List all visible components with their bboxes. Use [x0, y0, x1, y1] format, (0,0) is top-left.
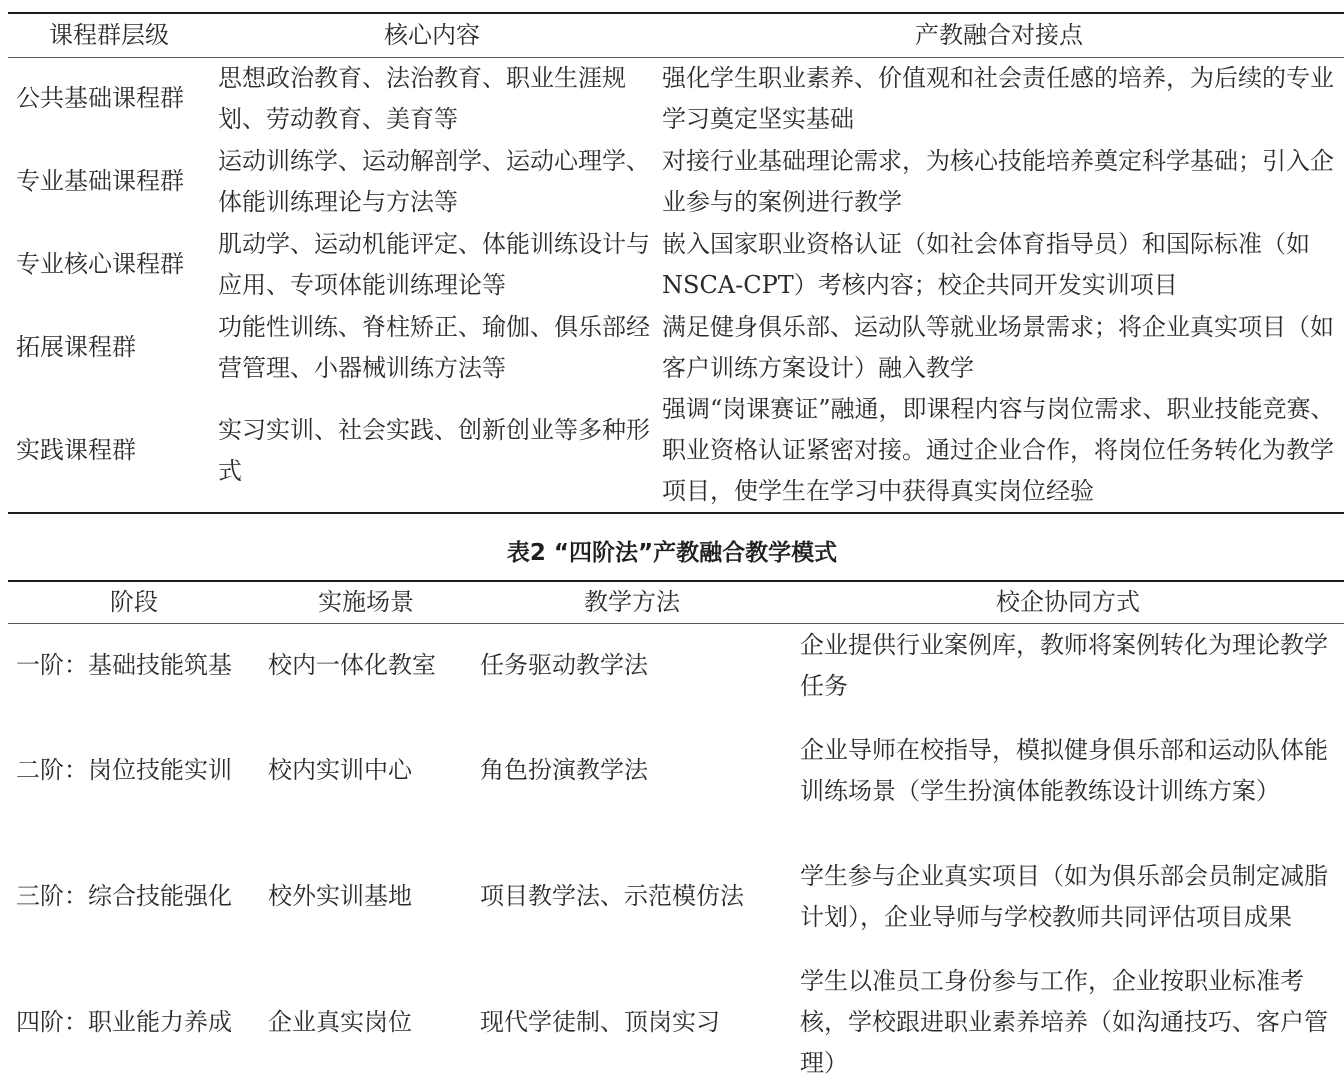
scene-cell: 校内一体化教室 — [268, 651, 436, 680]
table-header-row — [8, 13, 1344, 57]
integration-point: 嵌入国家职业资格认证（如社会体育指导员）和国际标准（如NSCA-CPT）考核内容；校企共同开发实训项目 — [662, 229, 1310, 299]
table-row — [8, 140, 1344, 223]
core-content: 功能性训练、脊柱矫正、瑜伽、俱乐部经营管理、小器械训练方法等 — [218, 312, 650, 382]
method-cell: 项目教学法、示范模仿法 — [480, 882, 744, 910]
table-row — [8, 57, 1344, 140]
course-group-table — [8, 12, 1344, 514]
method-cell: 任务驱动教学法 — [480, 651, 648, 680]
cooperation-cell: 学生以准员工身份参与工作，企业按职业标准考核，学校跟进职业素养培养（如沟通技巧、客户管理） — [800, 967, 1328, 1077]
scene-cell: 校内实训中心 — [268, 756, 412, 784]
table-row — [8, 624, 1344, 708]
table-row — [8, 708, 1344, 834]
table-row — [8, 960, 1344, 1086]
column-header: 教学方法 — [584, 588, 680, 616]
course-level: 实践课程群 — [16, 436, 136, 464]
stage-cell: 四阶：职业能力养成 — [16, 1008, 232, 1036]
integration-point: 强化学生职业素养、价值观和社会责任感的培养，为后续的专业学习奠定坚实基础 — [662, 63, 1334, 133]
column-header: 产教融合对接点 — [915, 20, 1083, 49]
column-header: 课程群层级 — [49, 20, 169, 49]
course-level: 专业核心课程群 — [16, 250, 184, 278]
column-header: 阶段 — [110, 588, 158, 616]
stage-cell: 一阶：基础技能筑基 — [16, 651, 232, 680]
core-content: 思想政治教育、法治教育、职业生涯规划、劳动教育、美育等 — [218, 63, 626, 133]
method-cell: 现代学徒制、顶岗实习 — [480, 1008, 720, 1036]
table-caption: 表2 “四阶法”产教融合教学模式 — [506, 540, 838, 566]
scene-cell: 校外实训基地 — [268, 882, 412, 910]
column-header: 核心内容 — [384, 20, 480, 49]
teaching-mode-table — [8, 580, 1344, 1086]
table-row — [8, 306, 1344, 389]
integration-point: 满足健身俱乐部、运动队等就业场景需求；将企业真实项目（如客户训练方案设计）融入教学 — [662, 312, 1334, 382]
course-level: 拓展课程群 — [16, 333, 136, 361]
table-row — [8, 834, 1344, 960]
method-cell: 角色扮演教学法 — [480, 756, 648, 784]
cooperation-cell: 企业提供行业案例库，教师将案例转化为理论教学任务 — [800, 630, 1328, 700]
core-content: 运动训练学、运动解剖学、运动心理学、体能训练理论与方法等 — [218, 146, 650, 216]
column-header: 实施场景 — [318, 588, 414, 616]
integration-point: 对接行业基础理论需求，为核心技能培养奠定科学基础；引入企业参与的案例进行教学 — [662, 146, 1334, 216]
course-level: 公共基础课程群 — [16, 84, 184, 113]
core-content: 实习实训、社会实践、创新创业等多种形式 — [218, 415, 650, 485]
stage-cell: 三阶：综合技能强化 — [16, 882, 232, 910]
table-row — [8, 389, 1344, 513]
scene-cell: 企业真实岗位 — [268, 1008, 412, 1036]
course-level: 专业基础课程群 — [16, 167, 184, 195]
core-content: 肌动学、运动机能评定、体能训练设计与应用、专项体能训练理论等 — [218, 229, 650, 299]
stage-cell: 二阶：岗位技能实训 — [16, 756, 232, 784]
column-header: 校企协同方式 — [996, 588, 1140, 616]
integration-point: 强调“岗课赛证”融通，即课程内容与岗位需求、职业技能竞赛、职业资格认证紧密对接。通过企业合作，将岗位任务转化为教学项目，使学生在学习中获得真实岗位经验 — [662, 395, 1335, 505]
table-row — [8, 223, 1344, 306]
table-header-row — [8, 581, 1344, 624]
cooperation-cell: 企业导师在校指导，模拟健身俱乐部和运动队体能训练场景（学生扮演体能教练设计训练方案） — [800, 735, 1328, 805]
cooperation-cell: 学生参与企业真实项目（如为俱乐部会员制定减脂计划），企业导师与学校教师共同评估项目成果 — [800, 861, 1328, 931]
